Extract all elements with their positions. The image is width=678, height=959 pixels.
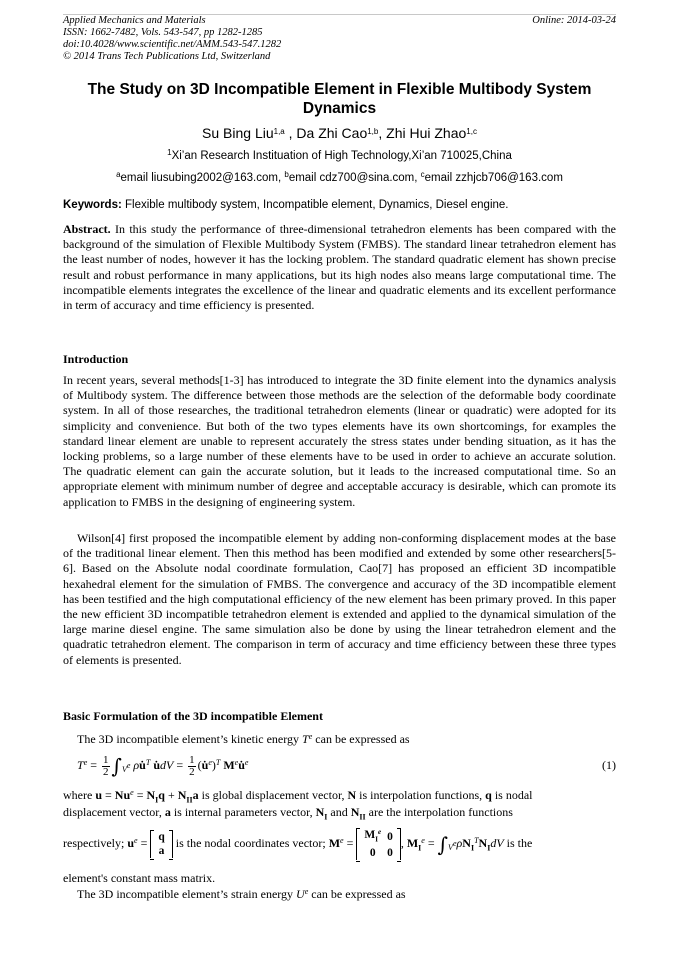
email-sup: a xyxy=(116,170,121,179)
issn-line: ISSN: 1662-7482, Vols. 543-547, pp 1282-1285 xyxy=(63,27,263,38)
where-text: is the nodal coordinates vector; xyxy=(175,836,326,850)
author-name: Su Bing Liu xyxy=(202,125,274,141)
keywords-text: Flexible multibody system, Incompatible element, Dynamics, Diesel engine. xyxy=(121,199,509,211)
strain-energy-intro xyxy=(63,887,616,902)
intro-paragraph-1 xyxy=(63,373,616,510)
where-text: is the xyxy=(506,836,533,850)
equation-1-body: $T^e$ = $\frac{1}{2}$ $\int_{V^e}$ ρu̇$^T$ u̇dV = $\frac{1}{2}$ (u̇$^e$)$^T$ Meu̇$^e$ xyxy=(77,753,249,778)
email-sup: b xyxy=(284,170,289,179)
author-sup: 1,c xyxy=(466,127,477,136)
affiliation-text: Xi’an Research Instituation of High Technology,Xi’an 710025,China xyxy=(171,150,512,162)
author-name: Da Zhi Cao xyxy=(296,125,368,141)
email-c[interactable]: email zzhjcb706@163.com xyxy=(424,172,563,184)
strain-intro-text: The 3D incompatible element’s strain energy xyxy=(77,887,294,901)
keywords xyxy=(63,198,616,213)
kinetic-symbol: $T^e$ xyxy=(302,732,313,746)
where-text: is interpolation functions, xyxy=(359,788,483,802)
author-list xyxy=(63,124,616,142)
author-sup: 1,a xyxy=(273,127,285,136)
abstract xyxy=(63,222,616,313)
intro-p1-text: In recent years, several methods[1-3] has introduced to integrate the 3D finite element into the dynamics analysis of Multibody system. The difference between those methods are the selection of the deformable body coordinate system. In all of those researches, the traditional tetrahedron elements (linear or quadratic) were adopted for its simplicity and convenience. But both of the two types elements have its own shortcomings, for examples the standard linear element are unable to represent accurately the stress states under bending situation, as it has the locking problems, so a large number of these elements have to be used in order to achieve an accurate solution. The quadratic element can gain the accurate solution, but it leads to the increased computational time. So an appropriate element with minimum number of degree and acceptable accuracy is desirable, which can promote its application to FMBS in the designing of engineering system. xyxy=(63,373,616,509)
me-matrix: $M_I^e$ 0 0 0 xyxy=(356,828,400,860)
where-line-1: where $u = Nu^e = N_Iq + N_{II}a$ is global displacement vector, N is interpolation functions, q is nodal xyxy=(63,788,533,805)
doi-line: doi:10.4028/www.scientific.net/AMM.543-547.1282 xyxy=(63,39,282,50)
email-b[interactable]: email cdz700@sina.com, xyxy=(288,172,421,184)
online-date: Online: 2014-03-24 xyxy=(532,15,616,26)
author-separator: , xyxy=(378,125,387,141)
where-text: and xyxy=(330,805,348,819)
kinetic-intro-text: The 3D incompatible element’s kinetic energy xyxy=(77,732,300,746)
email-a[interactable]: email liusubing2002@163.com, xyxy=(120,172,285,184)
email-sup: c xyxy=(420,170,425,179)
strain-tail-text: can be expressed as xyxy=(311,887,406,901)
email-list xyxy=(63,171,616,186)
kinetic-tail-text: can be expressed as xyxy=(315,732,410,746)
abstract-label: Abstract. xyxy=(63,222,111,236)
author-sup: 1,b xyxy=(367,127,379,136)
where-text: are the interpolation functions xyxy=(368,805,513,819)
basic-formulation-heading: Basic Formulation of the 3D incompatible Element xyxy=(63,709,323,723)
where-text: where xyxy=(63,788,93,802)
intro-paragraph-2 xyxy=(63,531,616,668)
kinetic-energy-intro xyxy=(63,732,616,747)
where-line-4: element's constant mass matrix. xyxy=(63,871,216,885)
equation-1 xyxy=(63,750,616,784)
journal-name: Applied Mechanics and Materials xyxy=(63,15,206,26)
paper-title: The Study on 3D Incompatible Element in Flexible Multibody System Dynamics xyxy=(87,81,592,117)
where-text: displacement vector, xyxy=(63,805,162,819)
where-line-2: displacement vector, a is internal parameters vector, $N_I$ and $N_{II}$ are the interpolation functions xyxy=(63,805,513,822)
strain-symbol: $U^e$ xyxy=(296,887,309,901)
equation-1-number: (1) xyxy=(602,758,616,772)
affiliation xyxy=(63,149,616,164)
author-separator: , xyxy=(284,125,297,141)
affiliation-sup: 1 xyxy=(167,148,172,157)
abstract-text: In this study the performance of three-dimensional tetrahedron elements has been compared with the background of the simulation of Flexible Multibody System (FMBS). The standard linear tetrahedron element has the least number of nodes, however it has the locking problem. The standard quadratic element has shown precise result and robust performance in many applications, but its high nodes also means large computational time. The incompatible elements integrates the excellence of the linear and quadratic elements and its excellent performance in term of accuracy and time efficiency is presented. xyxy=(63,222,616,313)
where-text: respectively; xyxy=(63,836,125,850)
ue-matrix: q a xyxy=(150,830,172,858)
where-text: is internal parameters vector, xyxy=(173,805,313,819)
author-name: Zhi Hui Zhao xyxy=(386,125,467,141)
keywords-label: Keywords: xyxy=(63,199,122,211)
introduction-heading: Introduction xyxy=(63,352,129,366)
intro-p2-text: Wilson[4] first proposed the incompatible element by adding non-conforming displacement modes at the base of the traditional linear element. Then this method has been modified and extended by some other researchers[5-6]. Based on the Absolute nodal coordinate formulation, Cao[7] has proposed an efficient 3D incompatible hexahedral element for the simulation of FMBS. The convergence and accuracy of the 3D incompatible element has been testified and the high computational efficiency of the new element has been primary proved. In this paper the new efficient 3D incompatible tetrahedron element is extended and applied to the dynamical simulation of the large marine diesel engine. The same simulation also be done by using the linear tetrahedron element and the quadratic tetrahedron element. The comparison in term of accuracy and time efficiency between these three types of elements is presented. xyxy=(63,531,616,667)
journal-header xyxy=(63,15,616,63)
where-text: is global displacement vector, xyxy=(201,788,345,802)
copyright-line: © 2014 Trans Tech Publications Ltd, Switzerland xyxy=(63,51,271,62)
where-text: is nodal xyxy=(494,788,533,802)
where-line-3: respectively; $u^e$ = q a is the nodal coordinates vector; $M^e$ = $M_I^e$ 0 0 0 , $M_I^e = \int_{V^e}\rho N_I^TN_IdV$ is the xyxy=(63,828,533,860)
